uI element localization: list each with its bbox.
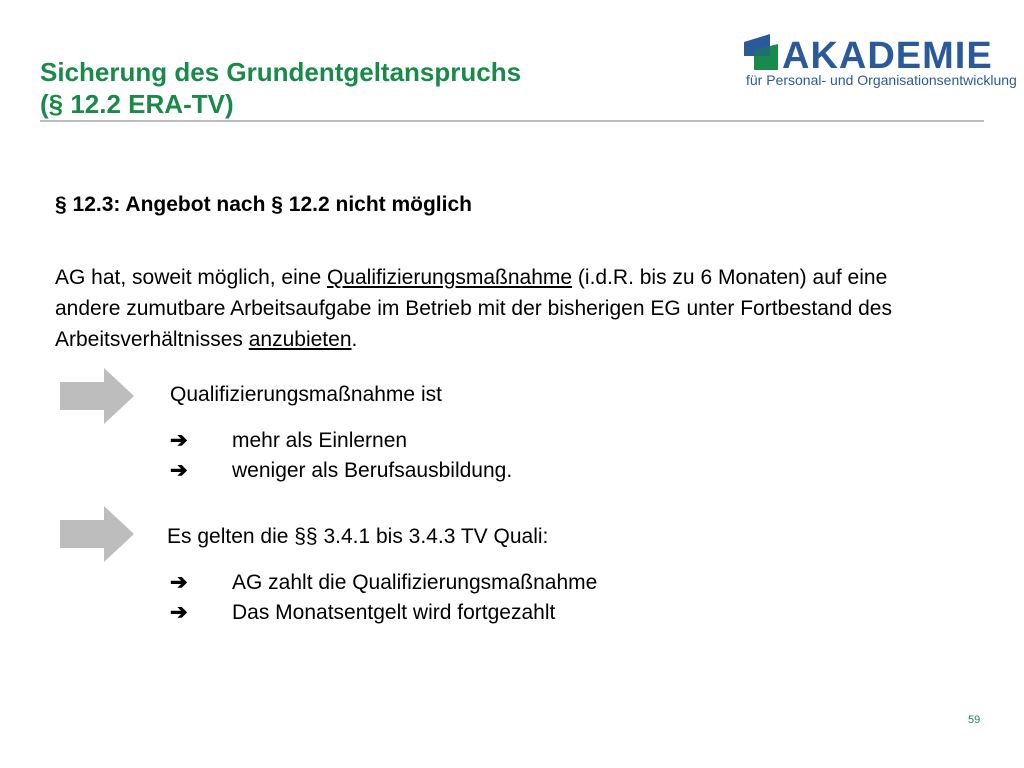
list-item-text: Das Monatsentgelt wird fortgezahlt — [232, 601, 556, 624]
paragraph-text: AG hat, soweit möglich, eine — [55, 266, 327, 289]
header-divider — [40, 120, 984, 122]
slide-title-line-2: (§ 12.2 ERA-TV) — [40, 89, 234, 119]
paragraph-text: (i.d.R. bis zu 6 Monaten) auf eine andere zumutbare Arbeitsaufgabe im Betrieb mit der bisherigen EG unter Fortbestand des Arbeitsverhältnisses — [55, 266, 892, 351]
slide-title — [40, 56, 521, 120]
block1-text: Qualifizierungsmaßnahme ist — [170, 383, 442, 406]
arrow-right-icon: ➔ — [170, 601, 188, 624]
body-paragraph — [55, 262, 935, 355]
underlined-term: anzubieten — [248, 328, 352, 351]
logo-word: AKADEMIE — [782, 35, 993, 77]
paragraph-text: . — [351, 328, 358, 351]
arrow-right-icon: ➔ — [170, 571, 188, 594]
arrow-icon — [60, 368, 134, 424]
slide-title-line-1: Sicherung des Grundentgeltanspruchs — [40, 57, 522, 87]
house-icon — [744, 34, 780, 74]
page-number: 59 — [968, 714, 981, 726]
arrow-right-icon: ➔ — [170, 429, 188, 452]
list-item-text: mehr als Einlernen — [232, 429, 408, 452]
list-item-text: weniger als Berufsausbildung. — [232, 459, 513, 482]
logo-subtitle: für Personal- und Organisationsentwicklung — [746, 72, 1017, 88]
arrow-right-icon: ➔ — [170, 459, 188, 482]
underlined-term: Qualifizierungsmaßnahme — [326, 266, 573, 289]
akademie-logo — [744, 34, 1017, 90]
arrow-icon — [60, 506, 134, 562]
block2-text: Es gelten die §§ 3.4.1 bis 3.4.3 TV Quali: — [167, 525, 549, 548]
list-item-text: AG zahlt die Qualifizierungsmaßnahme — [232, 571, 598, 594]
section-heading: § 12.3: Angebot nach § 12.2 nicht möglich — [55, 193, 472, 216]
